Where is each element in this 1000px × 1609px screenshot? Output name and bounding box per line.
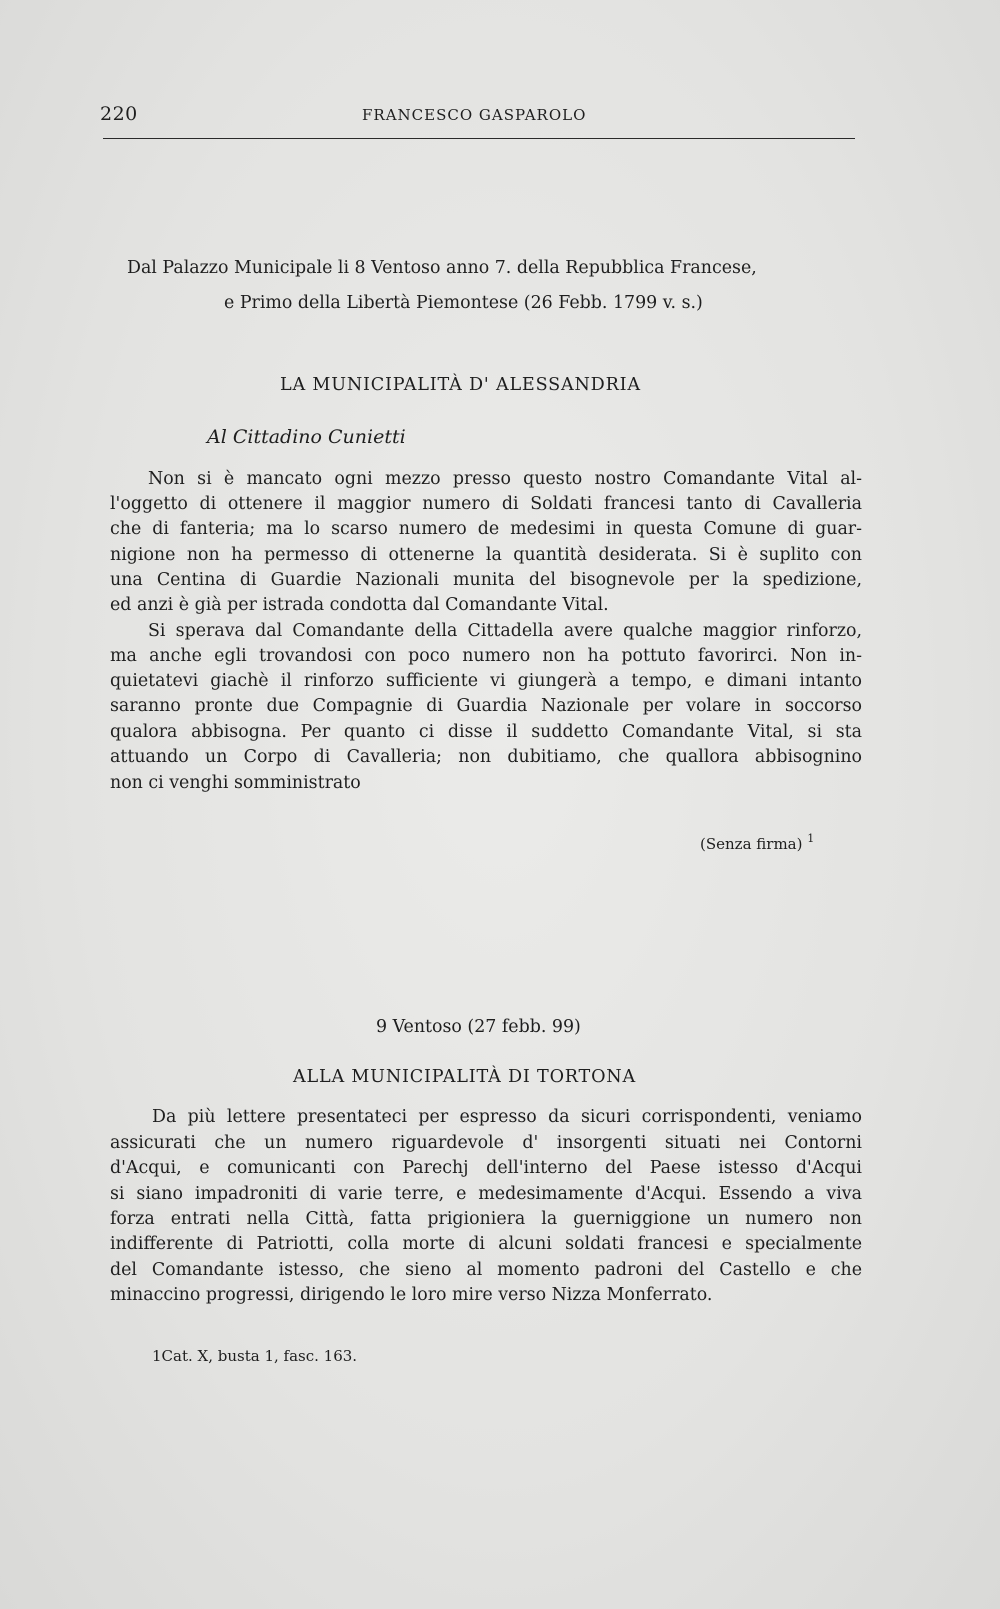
- letter2-body-line: indifferente di Patriotti, colla morte di alcuni soldati francesi e specialmente: [110, 1234, 862, 1254]
- footnote: [152, 1346, 357, 1366]
- letter2-body-line: assicurati che un numero riguardevole d' insorgenti situati nei Contorni: [110, 1133, 862, 1153]
- letter1-body-line: ed anzi è già per istrada condotta dal Comandante Vital.: [110, 595, 609, 615]
- letter2-body-line: del Comandante istesso, che sieno al momento padroni del Castello e che: [110, 1260, 862, 1280]
- page-number: 220: [100, 103, 138, 125]
- footnote-number: 1: [152, 1347, 162, 1365]
- letter1-body-line: non ci venghi somministrato: [110, 773, 361, 793]
- letter1-body-line: quietatevi giachè il rinforzo sufficiente vi giungerà a tempo, e dimani intanto: [110, 671, 862, 691]
- footnote-marker: 1: [807, 832, 815, 845]
- letter2-body-line: si siano impadroniti di varie terre, e medesimamente d'Acqui. Essendo a viva: [110, 1184, 862, 1204]
- letter1-signature: [700, 829, 814, 854]
- letter1-body-line: qualora abbisogna. Per quanto ci disse il suddetto Comandante Vital, si sta: [110, 722, 862, 742]
- letter2-body-line: d'Acqui, e comunicanti con Parechj dell'interno del Paese istesso d'Acqui: [110, 1158, 862, 1178]
- letter2-addressee-heading: ALLA MUNICIPALITÀ DI TORTONA: [293, 1067, 637, 1087]
- letter1-body-line: ma anche egli trovandosi con poco numero non ha pottuto favorirci. Non in-: [110, 646, 862, 666]
- footnote-text: Cat. X, busta 1, fasc. 163.: [161, 1347, 358, 1365]
- letter2-body-line: minaccino progressi, dirigendo le loro mire verso Nizza Monferrato.: [110, 1285, 713, 1305]
- dateline-line-2: e Primo della Libertà Piemontese (26 Febb. 1799 v. s.): [224, 293, 703, 313]
- dateline-line-1: Dal Palazzo Municipale li 8 Ventoso anno 7. della Repubblica Francese,: [127, 258, 757, 278]
- letter1-body-line: che di fanteria; ma lo scarso numero de medesimi in questa Comune di guar-: [110, 519, 862, 539]
- letter1-addressee: Al Cittadino Cunietti: [207, 426, 406, 448]
- header-rule: [103, 138, 855, 139]
- letter2-body-line: Da più lettere presentateci per espresso da sicuri corrispondenti, veniamo: [152, 1107, 862, 1127]
- letter1-body-line: Non si è mancato ogni mezzo presso questo nostro Comandante Vital al-: [148, 469, 862, 489]
- letter1-body-line: saranno pronte due Compagnie di Guardia Nazionale per volare in soccorso: [110, 696, 862, 716]
- letter1-sender-heading: LA MUNICIPALITÀ D' ALESSANDRIA: [280, 375, 641, 395]
- letter2-body-line: forza entrati nella Città, fatta prigioniera la guerniggione un numero non: [110, 1209, 862, 1229]
- letter1-body-line: Si sperava dal Comandante della Cittadella avere qualche maggior rinforzo,: [148, 621, 862, 641]
- letter1-body-line: nigione non ha permesso di ottenerne la quantità desiderata. Si è suplito con: [110, 545, 862, 565]
- letter2-date: 9 Ventoso (27 febb. 99): [376, 1017, 581, 1037]
- letter1-body-line: attuando un Corpo di Cavalleria; non dubitiamo, che quallora abbisognino: [110, 747, 862, 767]
- letter1-body-line: una Centina di Guardie Nazionali munita del bisognevole per la spedizione,: [110, 570, 862, 590]
- signature-text: (Senza firma): [700, 835, 803, 853]
- running-title: FRANCESCO GASPAROLO: [362, 106, 587, 124]
- letter1-body-line: l'oggetto di ottenere il maggior numero di Soldati francesi tanto di Cavalleria: [110, 494, 862, 514]
